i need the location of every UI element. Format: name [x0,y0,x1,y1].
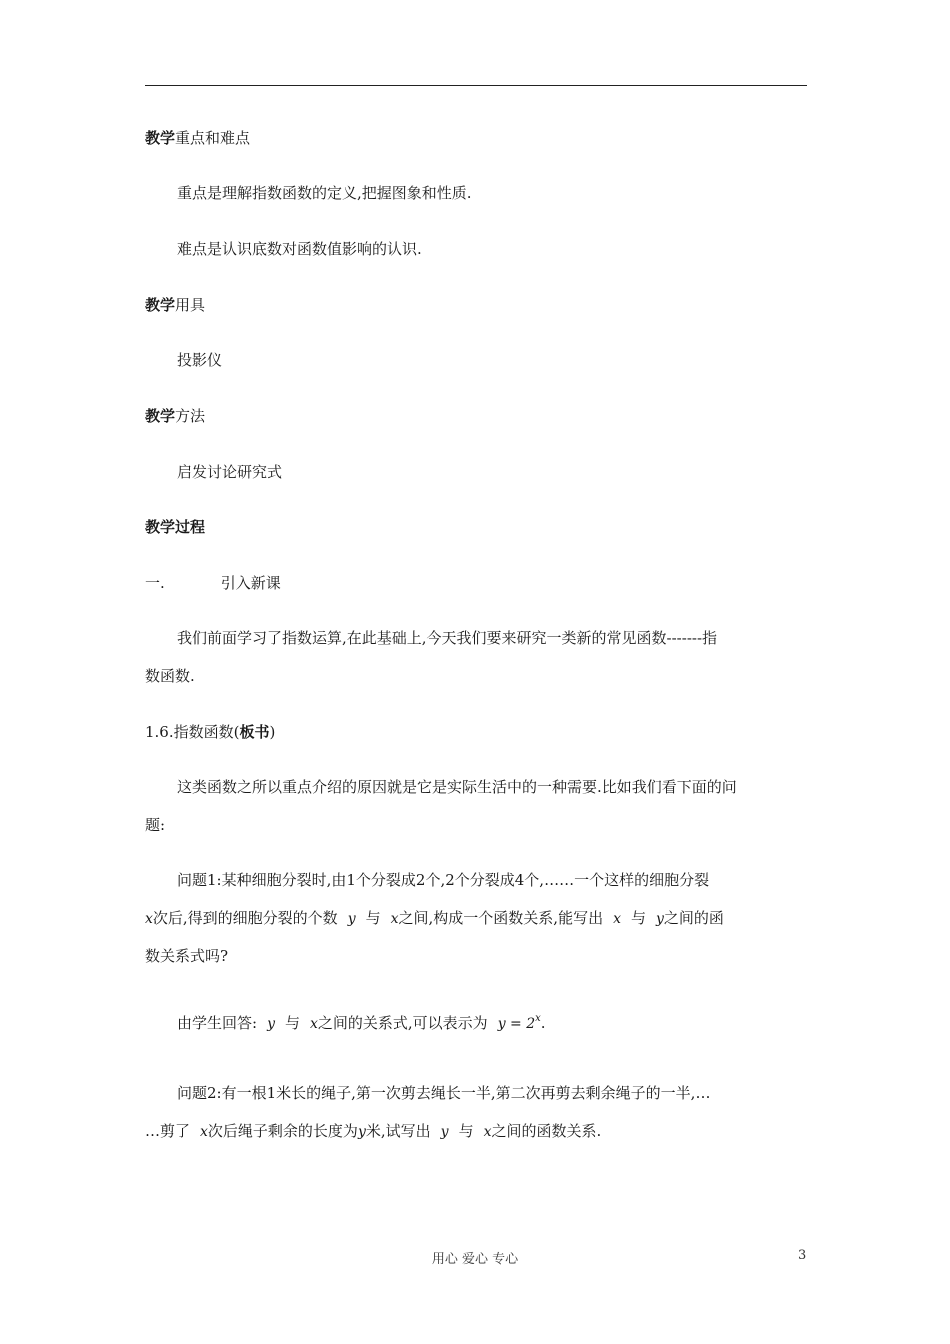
paragraph: 题: [145,816,166,834]
var-x: x [310,1016,318,1032]
paragraph: 由学生回答: y 与 x之间的关系式,可以表示为 $y = 2^x$. [177,1013,546,1032]
page-footer: 用心 爱心 专心 [431,1252,519,1267]
paragraph: 问题2:有一根1米长的绳子,第一次剪去绳长一半,第二次再剪去剩余绳子的一半,… [177,1084,711,1102]
var-x: x [200,1124,208,1140]
section-method-heading: 教学方法 [145,407,206,425]
section-key-heading: 教学重点和难点 [145,129,251,147]
paragraph: x次后,得到的细胞分裂的个数 y 与 x之间,构成一个函数关系,能写出 x 与 y之间的函 [145,909,724,927]
formula: $y = 2^x$ [497,1013,541,1032]
var-y: y [267,1016,275,1032]
paragraph: 投影仪 [177,351,223,369]
paragraph: 数函数. [145,667,195,685]
paragraph: 启发讨论研究式 [177,463,283,481]
subsection-heading: 1.6.指数函数(板书) [145,723,276,741]
var-x: x [613,911,621,927]
var-y: y [440,1124,449,1140]
paragraph: 数关系式吗? [145,947,229,965]
page-number: 3 [798,1248,807,1263]
paragraph: 这类函数之所以重点介绍的原因就是它是实际生活中的一种需要.比如我们看下面的问 [177,778,737,796]
var-y: y [656,911,664,927]
paragraph: 我们前面学习了指数运算,在此基础上,今天我们要来研究一类新的常见函数-------指 [177,629,718,647]
var-x: x [390,911,399,927]
paragraph: 重点是理解指数函数的定义,把握图象和性质. [177,184,472,202]
part-one-heading: 一. 引入新课 [145,574,281,592]
var-x: x [145,911,153,927]
paragraph: 难点是认识底数对函数值影响的认识. [177,240,422,258]
paragraph: …剪了 x次后绳子剩余的长度为y米,试写出 y 与 x之间的函数关系. [145,1122,602,1140]
section-process-heading: 教学过程 [145,518,206,536]
paragraph: 问题1:某种细胞分裂时,由1个分裂成2个,2个分裂成4个,……一个这样的细胞分裂 [177,871,710,889]
header-rule [145,85,807,86]
var-y: y [347,911,356,927]
section-tools-heading: 教学用具 [145,296,206,314]
var-y: y [357,1124,366,1140]
var-x: x [483,1124,492,1140]
